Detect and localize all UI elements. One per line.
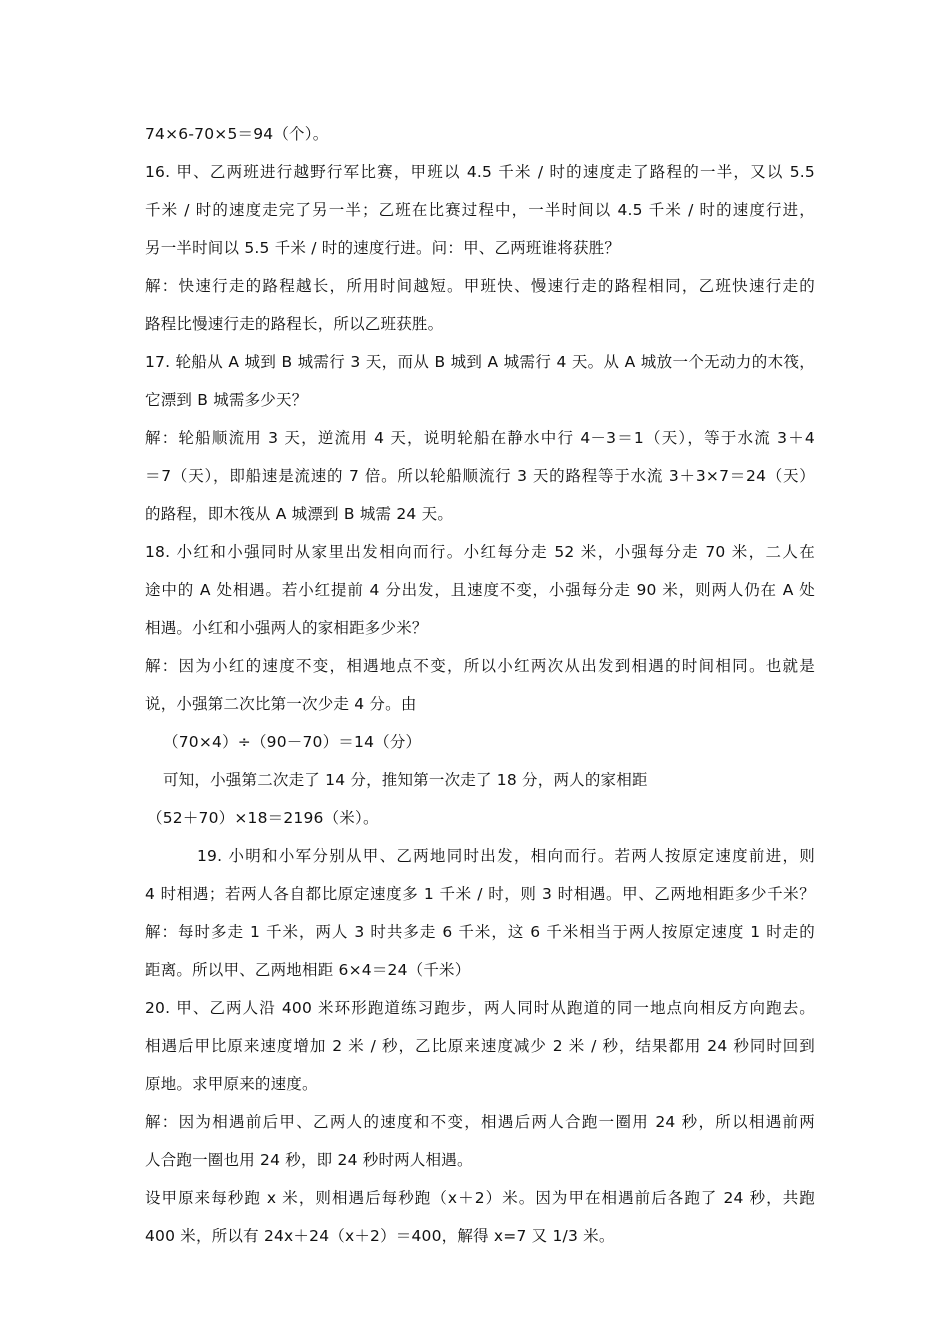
equation-line: （52＋70）×18＝2196（米）。 xyxy=(147,809,379,827)
problem-18-line-1: 18. 小红和小强同时从家里出发相向而行。小红每分走 52 米，小强每分走 70 米，二人在 xyxy=(145,543,815,561)
problem-20-line-2: 相遇后甲比原来速度增加 2 米 / 秒，乙比原来速度减少 2 米 / 秒，结果都用 24 秒同时回到 xyxy=(145,1037,815,1055)
problem-18-line-2: 途中的 A 处相遇。若小红提前 4 分出发，且速度不变，小强每分走 90 米，则两人仍在 A 处 xyxy=(145,581,815,599)
problem-17-line-1: 17. 轮船从 A 城到 B 城需行 3 天，而从 B 城到 A 城需行 4 天。从 A 城放一个无动力的木筏， xyxy=(145,353,815,371)
problem-16-line-2: 千米 / 时的速度走完了另一半；乙班在比赛过程中，一半时间以 4.5 千米 / 时的速度行进， xyxy=(145,201,815,219)
solution-17-line-3: 的路程，即木筏从 A 城漂到 B 城需 24 天。 xyxy=(145,505,454,523)
problem-16-line-1: 16. 甲、乙两班进行越野行军比赛，甲班以 4.5 千米 / 时的速度走了路程的一半，又以 5.5 xyxy=(145,163,815,181)
solution-19-line-2: 距离。所以甲、乙两地相距 6×4＝24（千米） xyxy=(145,961,471,979)
solution-20-line-4: 400 米，所以有 24x＋24（x＋2）＝400，解得 x=7 又 1/3 米。 xyxy=(145,1227,615,1245)
solution-20-line-1: 解：因为相遇前后甲、乙两人的速度和不变，相遇后两人合跑一圈用 24 秒，所以相遇前两 xyxy=(145,1113,815,1131)
problem-20-line-3: 原地。求甲原来的速度。 xyxy=(145,1075,318,1093)
problem-19-line-1: 19. 小明和小军分别从甲、乙两地同时出发，相向而行。若两人按原定速度前进，则 xyxy=(197,847,815,865)
problem-16-line-3: 另一半时间以 5.5 千米 / 时的速度行进。问：甲、乙两班谁将获胜？ xyxy=(145,239,621,257)
solution-16-line-2: 路程比慢速行走的路程长，所以乙班获胜。 xyxy=(145,315,444,333)
solution-18-line-2: 说，小强第二次比第一次少走 4 分。由 xyxy=(145,695,417,713)
equation-line: （70×4）÷（90－70）＝14（分） xyxy=(163,733,422,751)
solution-20-line-3: 设甲原来每秒跑 x 米，则相遇后每秒跑（x＋2）米。因为甲在相遇前后各跑了 24 秒，共跑 xyxy=(145,1189,815,1207)
solution-16-line-1: 解：快速行走的路程越长，所用时间越短。甲班快、慢速行走的路程相同，乙班快速行走的 xyxy=(145,277,815,295)
problem-17-line-2: 它漂到 B 城需多少天？ xyxy=(145,391,308,409)
solution-19-line-1: 解：每时多走 1 千米，两人 3 时共多走 6 千米，这 6 千米相当于两人按原定速度 1 时走的 xyxy=(145,923,815,941)
solution-17-line-2: ＝7（天），即船速是流速的 7 倍。所以轮船顺流行 3 天的路程等于水流 3＋3×7＝24（天） xyxy=(145,467,815,485)
solution-17-line-1: 解：轮船顺流用 3 天，逆流用 4 天，说明轮船在静水中行 4－3＝1（天），等于水流 3＋4 xyxy=(145,429,815,447)
solution-18-line-1: 解：因为小红的速度不变，相遇地点不变，所以小红两次从出发到相遇的时间相同。也就是 xyxy=(145,657,815,675)
solution-20-line-2: 人合跑一圈也用 24 秒，即 24 秒时两人相遇。 xyxy=(145,1151,473,1169)
text-line: 74×6-70×5＝94（个）。 xyxy=(145,125,329,143)
solution-18-line-3: 可知，小强第二次走了 14 分，推知第一次走了 18 分，两人的家相距 xyxy=(163,771,648,789)
problem-18-line-3: 相遇。小红和小强两人的家相距多少米？ xyxy=(145,619,428,637)
problem-20-line-1: 20. 甲、乙两人沿 400 米环形跑道练习跑步，两人同时从跑道的同一地点向相反方向跑去。 xyxy=(145,999,815,1017)
problem-19-line-2: 4 时相遇；若两人各自都比原定速度多 1 千米 / 时，则 3 时相遇。甲、乙两地相距多少千米？ xyxy=(145,885,815,903)
